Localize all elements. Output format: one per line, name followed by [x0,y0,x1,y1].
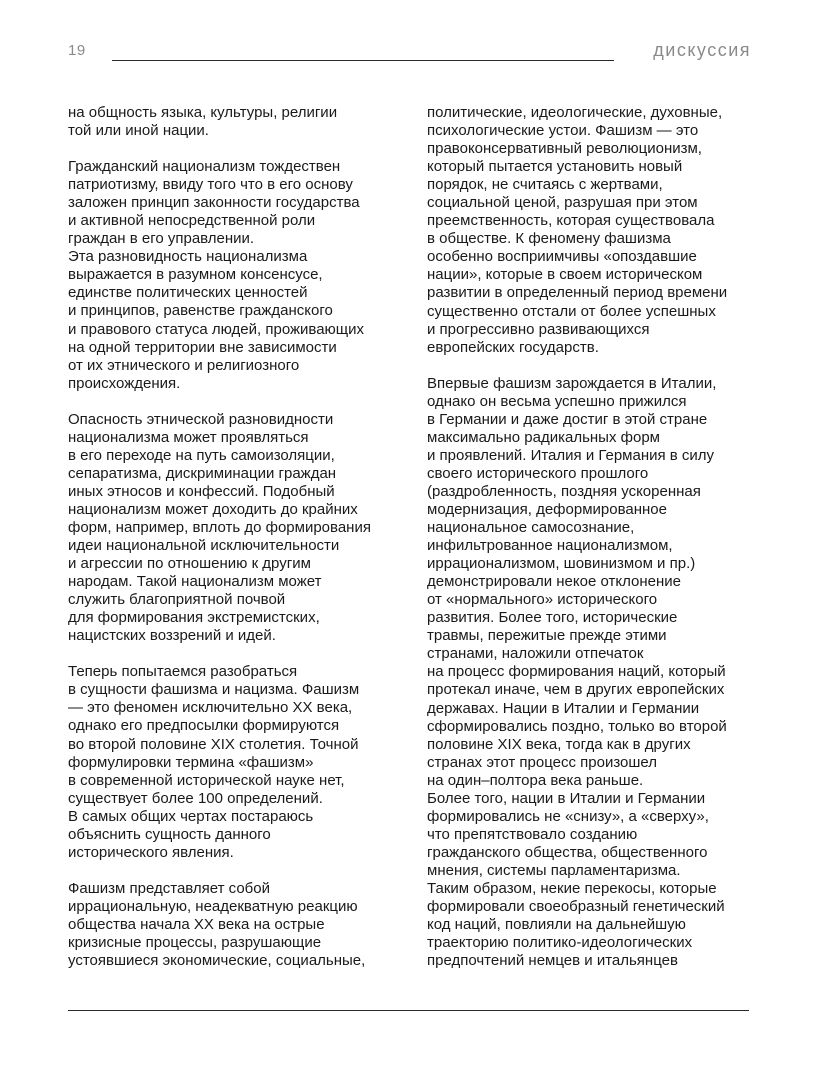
paragraph: Впервые фашизм зарождается в Италии, однако он весьма успешно прижился в Германии и даже достиг в этой стране максимально радикальных форм и проявлений. Италия и Германия в силу своего исторического прошлого (раздробленность, поздняя ускоренная модернизация, деформированное национальное самосознание, инфильтрованное национализмом, иррационализмом, шовинизмом и пр.) демонстрировали некое отклонение от «нормального» исторического развития. Более того, исторические травмы, пережитые прежде этими странами, наложили отпечаток на процесс формирования наций, который протекал иначе, чем в других европейских державах. Нации в Италии и Германии сформировались поздно, только во второй половине XIX века, тогда как в других странах этот процесс произошел на один–полтора века раньше. [427,374,727,789]
right-text-column [427,104,767,970]
paragraph: Таким образом, некие перекосы, которые формировали своеобразный генетический код наций, повлияли на дальнейшую траекторию политико-идеологических предпочтений немцев и итальянцев [427,879,725,970]
paragraph: Гражданский национализм тождествен патриотизму, ввиду того что в его основу заложен принцип законности государства и активной непосредственной роли граждан в его управлении. [68,158,360,248]
section-title: дискуссия [653,40,751,60]
paragraph: Эта разновидность национализма выражается в разумном консенсусе, единстве политических ценностей и принципов, равенстве гражданского и правового статуса людей, проживающих на одной территории вне зависимости от их этнического и религиозного происхождения. [68,248,365,392]
paragraph: Теперь попытаемся разобраться в сущности фашизма и нацизма. Фашизм — это феномен исключительно XX века, однако его предпосылки формируются во второй половине XIX столетия. Точной формулировки термина «фашизм» в современной исторической науке нет, существует более 100 определений. В самых общих чертах постараюсь объяснить сущность данного исторического явления. [68,663,360,861]
page-header [68,40,751,70]
paragraph: Более того, нации в Италии и Германии формировались не «снизу», а «сверху», что препятствовало созданию гражданского общества, общественного мнения, системы парламентаризма. [427,789,709,879]
left-text-column [68,104,408,970]
paragraph: на общность языка, культуры, религии той или иной нации. [68,104,338,140]
paragraph: Опасность этнической разновидности национализма может проявляться в его переходе на путь самоизоляции, сепаратизма, дискриминации граждан иных этносов и конфессий. Подобный национализм может доходить до крайних форм, например, вплоть до формирования идеи национальной исключительности и агрессии по отношению к другим народам. Такой национализм может служить благоприятной почвой для формирования экстремистских, нацистских воззрений и идей. [68,410,371,645]
footer-divider [68,1010,749,1011]
header-divider [112,60,614,61]
paragraph: Фашизм представляет собой иррациональную, неадекватную реакцию общества начала XX века на острые кризисные процессы, разрушающие устоявшиеся экономические, социальные, [68,879,366,970]
page-number: 19 [68,42,86,59]
paragraph: политические, идеологические, духовные, психологические устои. Фашизм — это правоконсервативный революционизм, который пытается установить новый порядок, не считаясь с жертвами, социальной ценой, разрушая при этом преемственность, которая существовала в обществе. К феномену фашизма особенно восприимчивы «опоздавшие нации», которые в своем историческом развитии в определенный период времени существенно отстали от более успешных и прогрессивно развивающихся европейских государств. [427,104,728,356]
